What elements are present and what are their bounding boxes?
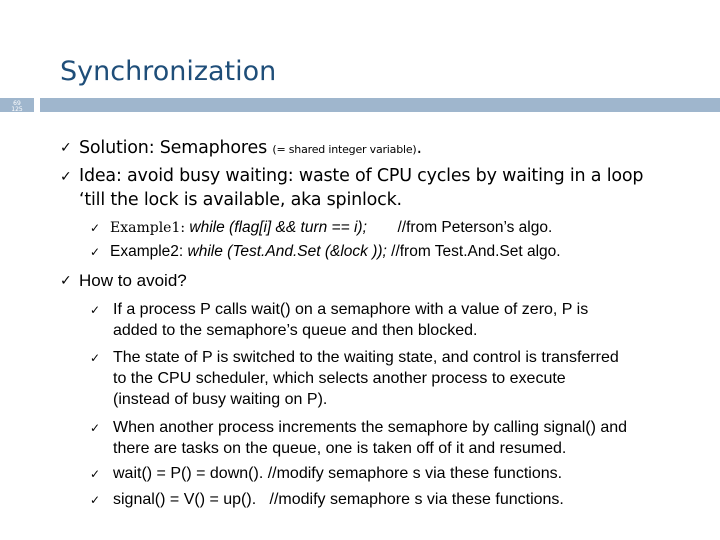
check-icon: ✓: [60, 140, 72, 156]
subbullet-state-line2: to the CPU scheduler, which selects another process to execute: [113, 370, 566, 387]
slide-title: Synchronization: [60, 56, 277, 87]
check-icon: ✓: [60, 273, 72, 289]
subbullet-wait-def: wait() = P() = down(). //modify semaphore s via these functions.: [113, 465, 563, 482]
check-icon: ✓: [90, 421, 101, 435]
bullet-solution: [79, 138, 422, 158]
example1-code: while (flag[i] && turn == i);: [189, 219, 367, 236]
page-number: [2, 101, 32, 113]
subbullet-state-line3: (instead of busy waiting on P).: [113, 391, 328, 408]
check-icon: ✓: [90, 245, 101, 259]
subbullet-wait-line2: added to the semaphore’s queue and then blocked.: [113, 322, 478, 339]
bullet-solution-end: .: [416, 138, 422, 158]
page-number-top: 69: [13, 100, 21, 107]
check-icon: ✓: [60, 169, 72, 185]
example2-comment: //from Test.And.Set algo.: [391, 243, 561, 260]
example1-comment: //from Peterson’s algo.: [397, 219, 553, 236]
bullet-idea-line2: ‘till the lock is available, aka spinlock.: [79, 190, 402, 210]
check-icon: ✓: [90, 467, 101, 481]
example1-label: Example1:: [110, 220, 186, 236]
check-icon: ✓: [90, 221, 101, 235]
check-icon: ✓: [90, 303, 101, 317]
bullet-solution-main: Solution: Semaphores: [79, 138, 267, 158]
example2-label: Example2:: [110, 243, 184, 260]
example2: [110, 243, 561, 261]
check-icon: ✓: [90, 351, 101, 365]
bullet-idea-line1: Idea: avoid busy waiting: waste of CPU cycles by waiting in a loop: [79, 166, 644, 186]
subbullet-signal-line2: there are tasks on the queue, one is taken off of it and resumed.: [113, 440, 567, 457]
title-divider-bar: [40, 98, 720, 112]
check-icon: ✓: [90, 493, 101, 507]
bullet-solution-paren: (= shared integer variable): [272, 143, 417, 156]
subbullet-signal-line1: When another process increments the semaphore by calling signal() and: [113, 419, 628, 436]
page-number-bottom: 125: [11, 106, 23, 113]
subbullet-wait-line1: If a process P calls wait() on a semaphore with a value of zero, P is: [113, 301, 589, 318]
subbullet-signal-def: signal() = V() = up(). //modify semaphore s via these functions.: [113, 491, 564, 508]
subbullet-state-line1: The state of P is switched to the waiting state, and control is transferred: [113, 349, 619, 366]
example1: [110, 219, 552, 237]
example2-code: while (Test.And.Set (&lock ));: [187, 243, 387, 260]
bullet-how-to-avoid: How to avoid?: [79, 271, 187, 290]
